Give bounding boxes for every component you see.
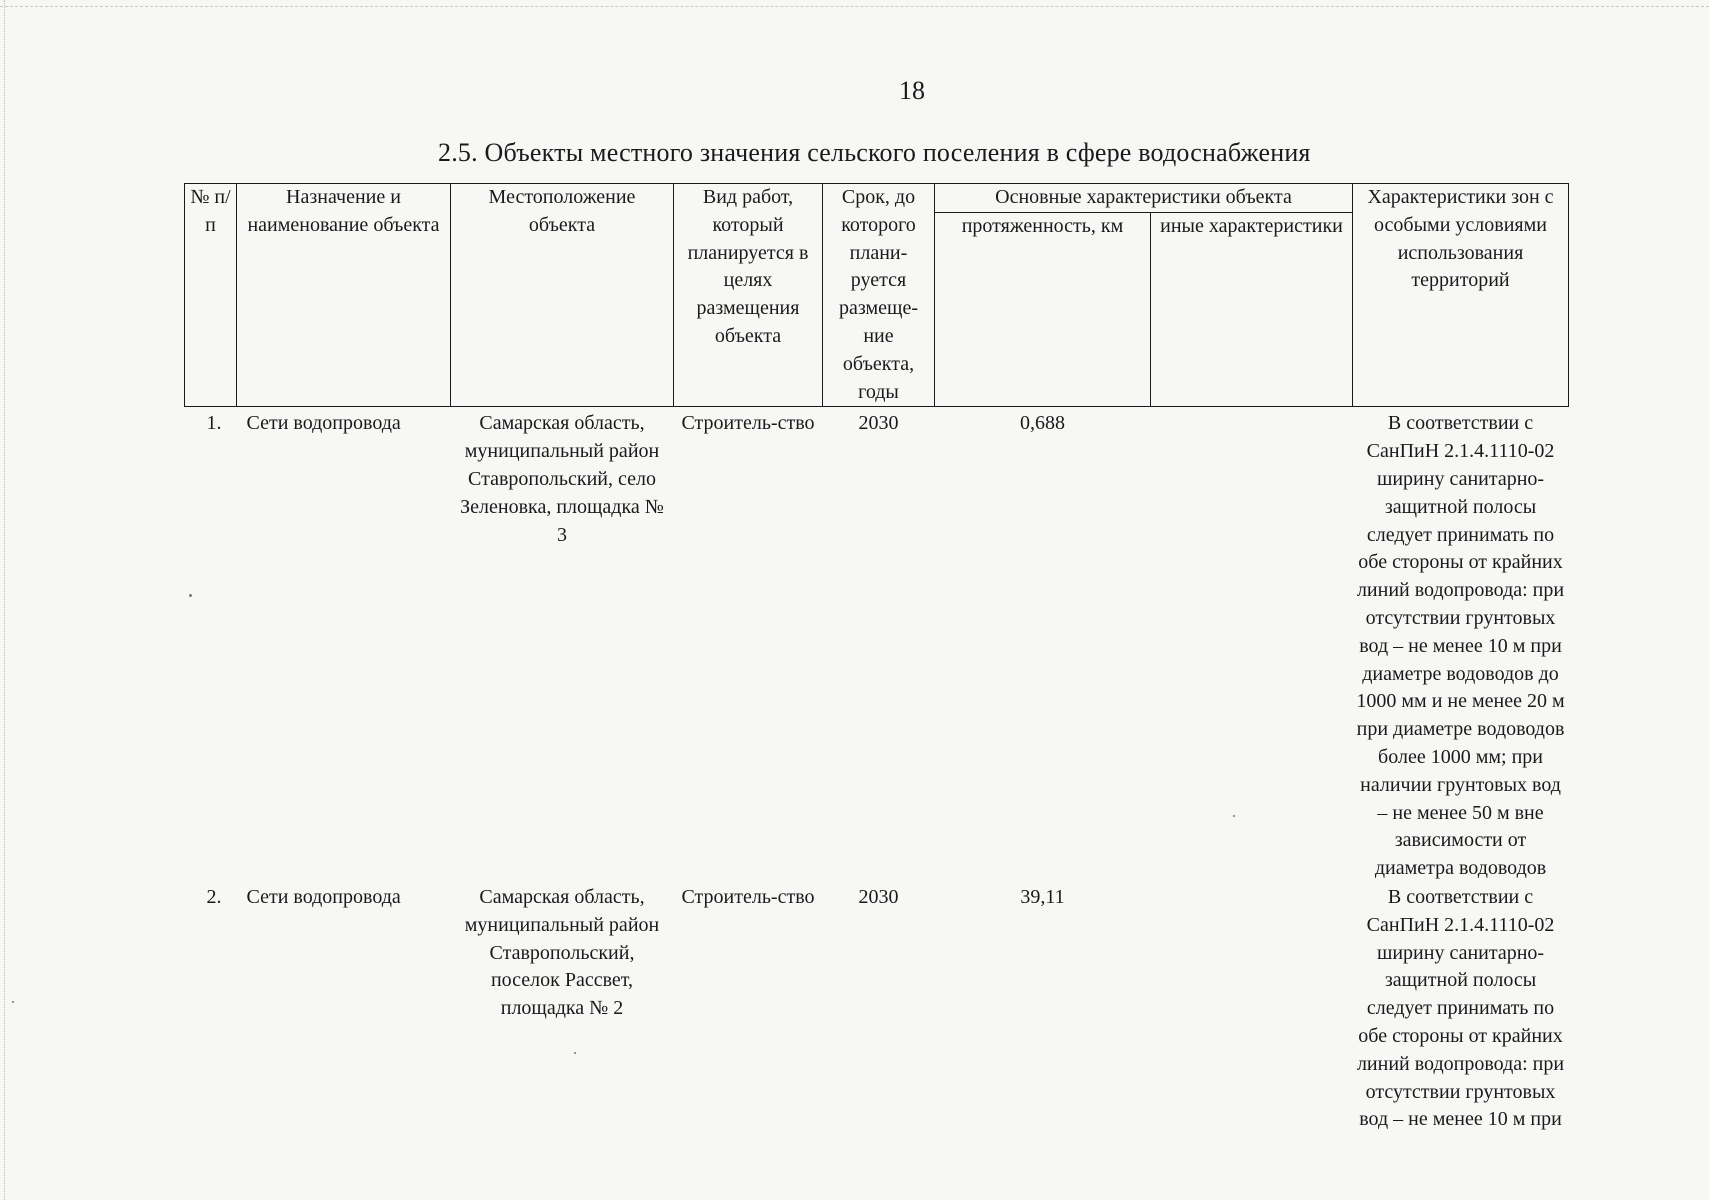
cell-num: 2. [206, 885, 222, 908]
scan-edge-left [0, 0, 5, 1200]
cell-length: 39,11 [1020, 885, 1065, 908]
scan-edge-top [0, 0, 1709, 7]
cell-length: 0,688 [1020, 412, 1065, 435]
header-deadline: Срок, до которого плани-руется размеще-ние объекта, годы [823, 184, 935, 407]
table-row [185, 407, 1569, 884]
cell-location: Самарская область, муниципальный район Ставропольский, село Зеленовка, площадка № 3 [460, 412, 664, 546]
header-other: иные характеристики [1151, 212, 1353, 407]
section-title: 2.5. Объекты местного значения сельского поселения в сфере водоснабжения [438, 138, 1311, 167]
header-num: № п/п [185, 184, 237, 407]
cell-name: Сети водопровода [246, 885, 401, 908]
cell-deadline: 2030 [858, 885, 899, 908]
header-main-characteristics: Основные характеристики объекта [935, 184, 1353, 213]
table-row [185, 884, 1569, 1135]
header-name: Назначение и наименование объекта [237, 184, 451, 407]
cell-location: Самарская область, муниципальный район Ставропольский, поселок Рассвет, площадка № 2 [464, 885, 660, 1020]
cell-other [1151, 884, 1353, 1135]
scan-speck [12, 1001, 14, 1003]
header-zones: Характеристики зон с особыми условиями использования территорий [1353, 184, 1569, 407]
cell-deadline: 2030 [858, 412, 899, 435]
cell-zones: В соответствии с СанПиН 2.1.4.1110-02 ширину санитарно-защитной полосы следует принимать по обе стороны от крайних линий водопровода: при отсутствии грунтовых вод – не менее 10 м при диаметре водоводов до 1000 мм и не менее 20 м при диаметре водоводов более 1000 мм; при наличии грунтовых вод – не менее 50 м вне зависимости от диаметра водоводов [1356, 412, 1565, 880]
cell-other [1151, 407, 1353, 884]
cell-name: Сети водопровода [246, 412, 401, 435]
cell-work-type: Строитель-ство [681, 885, 815, 908]
header-location: Местоположение объекта [451, 184, 674, 407]
page-number: 18 [899, 76, 925, 105]
cell-num: 1. [206, 412, 222, 435]
header-work-type: Вид работ, который планируется в целях размещения объекта [674, 184, 823, 407]
cell-work-type: Строитель-ство [681, 412, 815, 435]
header-length: протяженность, км [935, 212, 1151, 407]
cell-zones: В соответствии с СанПиН 2.1.4.1110-02 ширину санитарно-защитной полосы следует принимать по обе стороны от крайних линий водопровода: при отсутствии грунтовых вод – не менее 10 м при [1356, 885, 1565, 1131]
water-supply-objects-table [184, 183, 1569, 1135]
